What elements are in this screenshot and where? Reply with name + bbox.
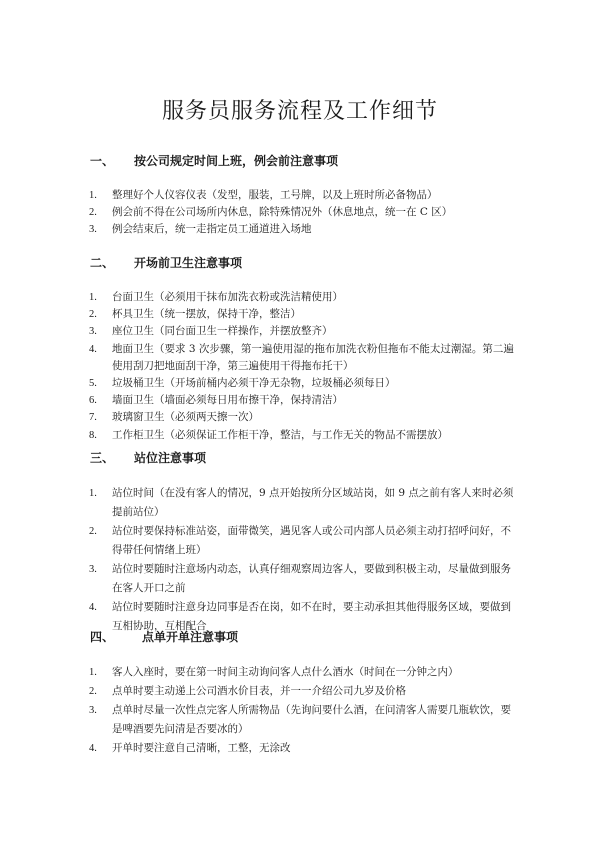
list-item: 6. 墙面卫生（墙面必须每日用布擦干净，保持清洁） xyxy=(89,394,343,407)
list-item: 1. 台面卫生（必须用干抹布加洗衣粉或洗洁精使用） xyxy=(89,291,343,303)
section-heading-text: 点单开单注意事项 xyxy=(142,630,239,644)
section-1-list xyxy=(89,187,521,239)
list-item: 2. 站位时要保持标准站姿，面带微笑，遇见客人或公司内部人员必须主动打招呼问好，不得带任何情绪上班） xyxy=(89,525,511,556)
section-heading-text: 按公司规定时间上班，例会前注意事项 xyxy=(134,154,339,168)
section-heading-1 xyxy=(90,152,338,169)
section-2-list xyxy=(89,289,521,444)
list-item: 2. 点单时要主动递上公司酒水价目表，并一一介绍公司九岁及价格 xyxy=(89,685,406,697)
list-item: 4. 地面卫生（要求 3 次步骤，第一遍使用湿的拖布加洗衣粉但拖布不能太过潮湿。第二遍使用刮刀把地面刮干净，第三遍使用干得拖布托干） xyxy=(89,342,514,372)
section-heading-2 xyxy=(90,254,242,271)
list-item: 1. 站位时间（在没有客人的情况，9 点开始按所分区域站岗，如 9 点之前有客人来时必须提前站位） xyxy=(89,487,514,518)
list-item: 4. 站位时要随时注意身边同事是否在岗，如不在时，要主动承担其他得服务区域，要做到互相协助，互相配合 xyxy=(89,601,511,632)
section-number: 四、 xyxy=(90,630,115,644)
list-item: 4. 开单时要注意自己清晰，工整，无涂改 xyxy=(89,742,291,754)
section-3-list xyxy=(89,484,521,636)
list-item: 3. 例会结束后，统一走指定员工通道进入场地 xyxy=(89,223,312,236)
list-item: 2. 杯具卫生（统一摆放，保持干净，整洁） xyxy=(89,308,301,321)
section-number: 二、 xyxy=(90,256,115,270)
section-number: 一、 xyxy=(90,154,115,168)
section-heading-3 xyxy=(90,449,206,466)
section-number: 三、 xyxy=(90,451,115,465)
list-item: 1. 整理好个人仪容仪表（发型，服装，工号牌，以及上班时所必备物品） xyxy=(89,189,438,201)
section-heading-text: 站位注意事项 xyxy=(134,451,207,465)
list-item: 1. 客人入座时，要在第一时间主动询问客人点什么酒水（时间在一分钟之内） xyxy=(89,666,459,678)
list-item: 2. 例会前不得在公司场所内休息，除特殊情况外（休息地点，统一在 C 区） xyxy=(89,206,453,219)
list-item: 8. 工作柜卫生（必须保证工作柜干净，整洁，与工作无关的物品不需摆放） xyxy=(89,428,448,441)
list-item: 3. 点单时尽量一次性点完客人所需物品（先询问要什么酒，在问清客人需要几瓶软饮，要是啤酒要先问清是否要冰的） xyxy=(89,704,511,735)
list-item: 3. 站位时要随时注意场内动态，认真仔细观察周边客人，要做到积极主动，尽量做到服务在客人开口之前 xyxy=(89,563,511,594)
list-item: 7. 玻璃窗卫生（必须两天擦一次） xyxy=(89,411,259,424)
list-item: 3. 座位卫生（同台面卫生一样操作，并摆放整齐） xyxy=(89,325,333,338)
page-title: 服务员服务流程及工作细节 xyxy=(161,99,438,124)
section-heading-text: 开场前卫生注意事项 xyxy=(134,256,243,270)
section-4-list xyxy=(89,663,521,758)
list-item: 5. 垃圾桶卫生（开场前桶内必须干净无杂物，垃圾桶必须每日） xyxy=(89,377,396,390)
section-heading-4 xyxy=(90,628,238,645)
